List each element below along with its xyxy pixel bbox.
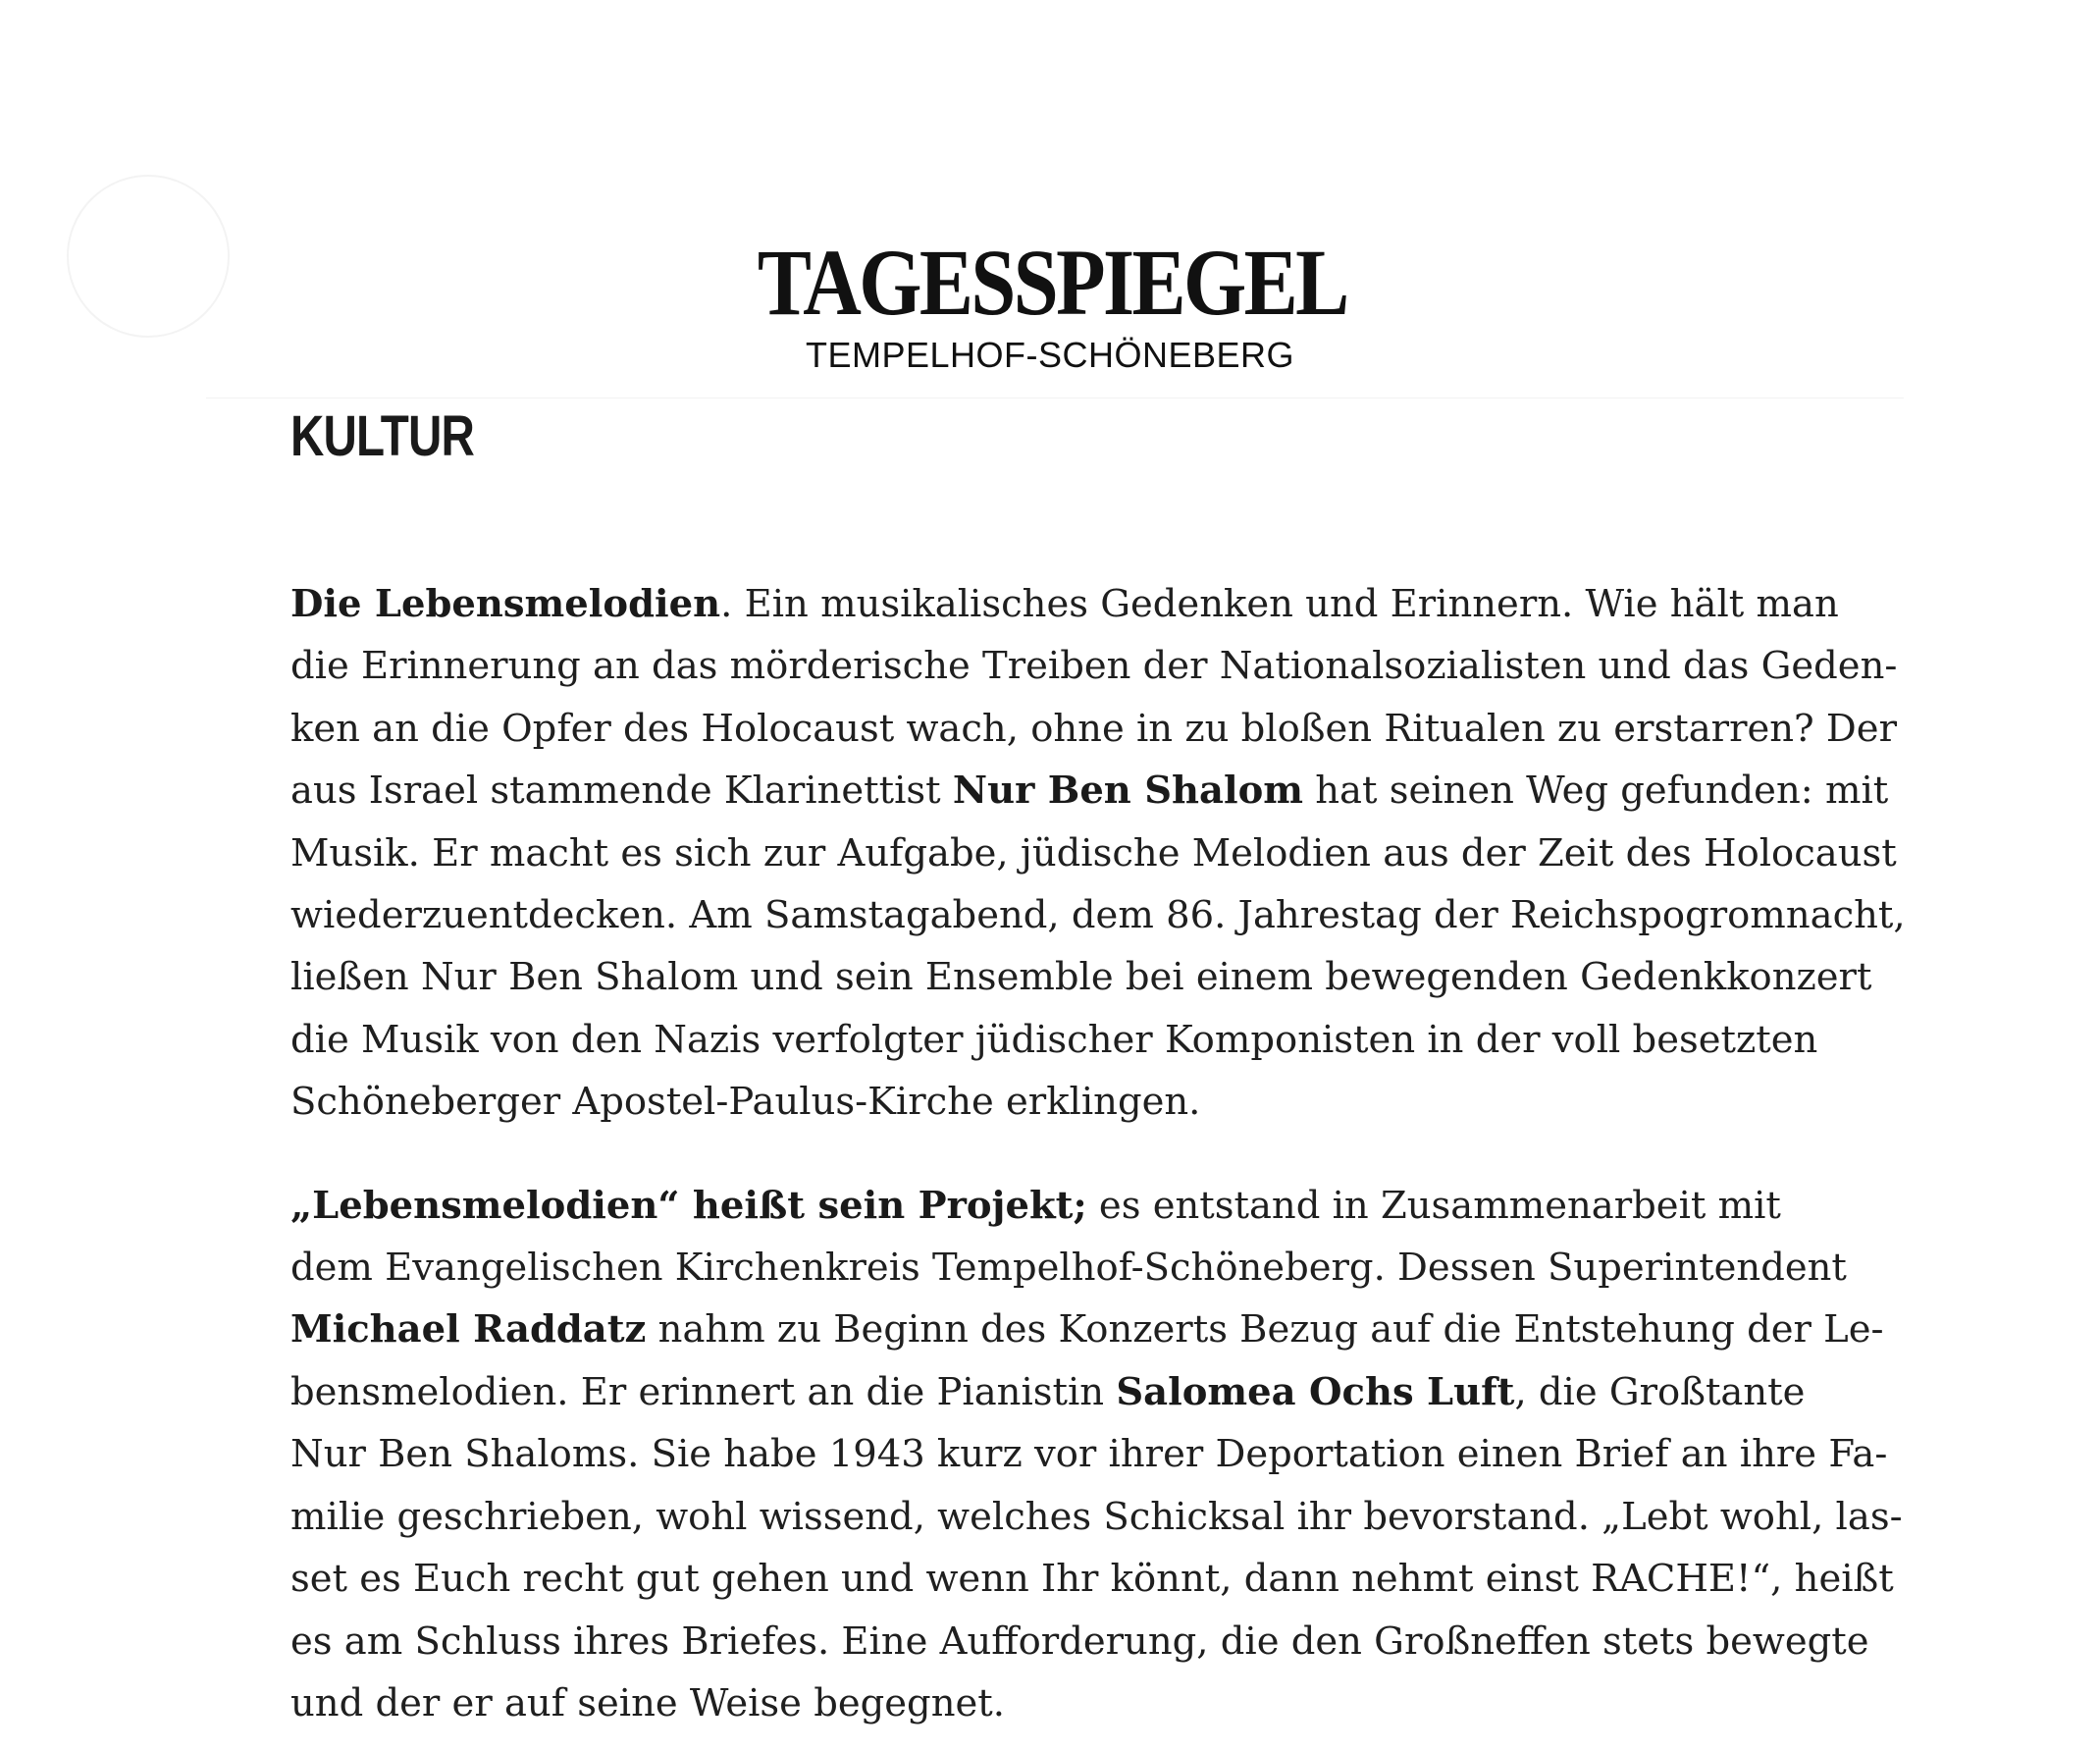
text-line: und der er auf seine Weise begegnet. [290, 1680, 1005, 1725]
text-line: die Erinnerung an das mörderische Treiben der Nationalsozialisten und das Geden- [290, 644, 1898, 689]
district-name: TEMPELHOF-SCHÖNEBERG [805, 335, 1295, 375]
text-line: die Musik von den Nazis verfolgter jüdischer Komponisten in der voll besetzten [290, 1017, 1818, 1062]
text-line [290, 1361, 1833, 1423]
text-span: . Ein musikalisches Gedenken und Erinnern. Wie hält man [720, 582, 1839, 626]
paragraph-1 [290, 573, 1906, 1134]
bold-lead: „Lebensmelodien“ heißt sein Projekt; [290, 1183, 1087, 1228]
bold-lead: Die Lebensmelodien [290, 582, 721, 626]
text-span: hat seinen Weg gefunden: mit [1303, 769, 1889, 814]
bold-name: Salomea Ochs Luft [1116, 1369, 1515, 1414]
section-title: KULTUR [290, 404, 475, 468]
text-span: aus Israel stammende Klarinettist [290, 769, 953, 814]
text-line [290, 1175, 1833, 1237]
text-line: wiederzuentdecken. Am Samstagabend, dem 86. Jahrestag der Reichspogromnacht, [290, 893, 1906, 938]
newspaper-logo[interactable]: TAGESSPIEGEL [757, 230, 1347, 335]
text-line: Nur Ben Shaloms. Sie habe 1943 kurz vor ihrer Deportation einen Brief an ihre Fa- [290, 1432, 1888, 1477]
text-line: ken an die Opfer des Holocaust wach, ohne in zu bloßen Ritualen zu erstarren? Der [290, 706, 1897, 751]
text-line: dem Evangelischen Kirchenkreis Tempelhof-Schöneberg. Dessen Superintendent [290, 1246, 1847, 1291]
text-line [290, 1299, 1884, 1360]
text-span: bensmelodien. Er erinnert an die Pianistin [290, 1369, 1117, 1414]
text-span: nahm zu Beginn des Konzerts Bezug auf die Entstehung der Le- [646, 1307, 1884, 1353]
text-line: es am Schluss ihres Briefes. Eine Aufforderung, die den Großneffen stets bewegte [290, 1618, 1869, 1664]
text-line: Musik. Er macht es sich zur Aufgabe, jüdische Melodien aus der Zeit des Holocaust [290, 830, 1897, 876]
text-line [290, 760, 1889, 822]
bold-name: Nur Ben Shalom [952, 769, 1303, 814]
paragraph-2 [290, 1175, 1903, 1735]
text-span: , die Großtante [1514, 1369, 1806, 1414]
bold-name: Michael Raddatz [290, 1307, 647, 1353]
text-line: Schöneberger Apostel-Paulus-Kirche erklingen. [290, 1080, 1201, 1125]
article-body [290, 573, 1906, 1734]
text-line: set es Euch recht gut gehen und wenn Ihr könnt, dann nehmt einst RACHE!“, heißt [290, 1557, 1894, 1602]
text-line: milie geschrieben, wohl wissend, welches Schicksal ihr bevorstand. „Lebt wohl, las- [290, 1494, 1903, 1539]
masthead [0, 230, 2100, 375]
text-line: ließen Nur Ben Shalom und sein Ensemble bei einem bewegenden Gedenkkonzert [290, 955, 1872, 1000]
text-line [290, 573, 1839, 635]
text-span: es entstand in Zusammenarbeit mit [1086, 1183, 1781, 1228]
